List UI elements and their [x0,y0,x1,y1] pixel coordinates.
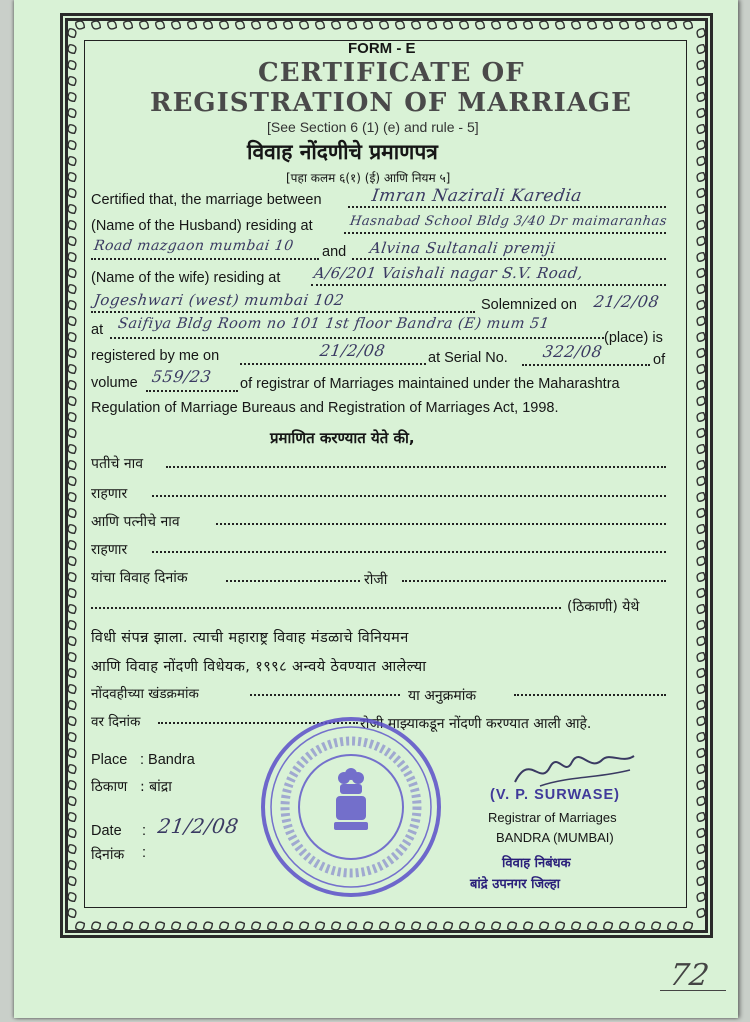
border-flourish [442,19,455,31]
border-flourish [695,539,707,552]
and-label: and [322,244,347,260]
place-is-label: (place) is [604,330,663,346]
border-flourish [234,920,247,932]
border-flourish [66,907,78,920]
border-flourish [66,91,78,104]
serial-line [522,364,650,366]
border-flourish [346,19,359,31]
border-flourish [695,395,707,408]
marathi-residing-line-1 [152,495,666,497]
border-flourish [66,363,78,376]
border-flourish [695,827,707,840]
border-flourish [695,571,707,584]
border-flourish [66,235,78,248]
border-flourish [362,920,375,932]
border-flourish [650,19,663,31]
border-flourish [695,347,707,360]
border-flourish [695,171,707,184]
border-flourish [314,920,327,932]
title-line-2: REGISTRATION OF MARRIAGE [150,88,632,118]
border-flourish [695,123,707,136]
border-flourish [378,19,391,31]
border-flourish [695,875,707,888]
border-flourish [66,59,78,72]
marathi-residing-line-2 [152,551,666,553]
border-flourish [346,920,359,932]
husband-name-line [348,206,666,208]
wife-address-2: Jogeshwari (west) mumbai 102 [92,291,346,309]
date-marathi-label: दिनांक [91,847,125,863]
place-line [110,337,604,339]
border-flourish [695,619,707,632]
registrar-title: Registrar of Marriages [488,810,617,825]
border-flourish [695,363,707,376]
border-flourish [570,920,583,932]
border-flourish [154,19,167,31]
border-flourish [695,251,707,264]
place-value: : Bandra [140,752,195,768]
border-flourish [695,555,707,568]
marathi-on-date-label: वर दिनांक [91,714,141,730]
border-flourish [90,920,103,932]
border-flourish [282,920,295,932]
border-flourish [266,19,279,31]
marathi-husband-line [166,466,666,468]
border-flourish [106,920,119,932]
husband-name: Imran Nazirali Karedia [370,186,584,206]
marathi-residing-label-2: राहणार [91,542,128,558]
border-flourish [570,19,583,31]
place-handwritten: Saifiya Bldg Room no 101 1st floor Bandra (E) mum 51 [116,316,551,332]
border-flourish [695,795,707,808]
border-flourish [695,651,707,664]
registrar-name: (V. P. SURWASE) [490,787,620,803]
border-flourish [554,920,567,932]
place-marathi-label: ठिकाण [91,779,128,795]
volume-label: volume [91,375,138,391]
border-flourish [298,19,311,31]
border-flourish [186,920,199,932]
border-flourish [66,523,78,536]
border-flourish [695,731,707,744]
border-flourish [490,920,503,932]
border-flourish [695,411,707,424]
border-flourish [618,19,631,31]
marathi-certify-heading: प्रमाणित करण्यात येते की, [270,429,415,447]
border-flourish [695,907,707,920]
marathi-stamp-line-1: विवाह निबंधक [502,856,571,871]
border-flourish [695,459,707,472]
border-flourish [538,19,551,31]
border-flourish [66,603,78,616]
border-flourish [586,19,599,31]
border-flourish [695,235,707,248]
border-flourish [66,219,78,232]
border-flourish [66,283,78,296]
border-flourish [66,139,78,152]
border-flourish [66,107,78,120]
border-flourish [218,920,231,932]
border-flourish [330,920,343,932]
border-flourish [522,19,535,31]
border-flourish [442,920,455,932]
border-flourish [695,27,707,40]
border-flourish [695,603,707,616]
marathi-serial-line [514,694,666,696]
page-number: 72 [667,958,712,993]
border-flourish [650,920,663,932]
border-flourish [66,347,78,360]
place-label: Place [91,752,128,768]
marathi-roji: रोजी [364,572,388,588]
border-flourish [66,763,78,776]
marathi-serial-label: या अनुक्रमांक [408,688,477,704]
border-flourish [66,827,78,840]
border-flourish [634,19,647,31]
marathi-place-line [91,607,561,609]
border-flourish [66,651,78,664]
border-flourish [695,139,707,152]
border-flourish [66,267,78,280]
border-flourish [66,635,78,648]
marathi-line-b: आणि विवाह नोंदणी विधेयक, १९९८ अन्वये ठेवण्यात आलेल्या [91,659,427,675]
solemnized-label: Solemnized on [481,297,577,313]
border-flourish [66,699,78,712]
serial-label: at Serial No. [428,350,508,366]
border-flourish [474,19,487,31]
border-flourish [74,920,87,932]
border-flourish [66,123,78,136]
official-seal [256,712,446,902]
husband-address-2-line [91,258,319,260]
border-flourish [330,19,343,31]
border-flourish [66,75,78,88]
border-flourish [554,19,567,31]
husband-address-1: Hasnabad School Bldg 3/40 Dr maimaranhas [348,214,668,229]
border-flourish [695,43,707,56]
border-flourish [66,683,78,696]
wife-name: Alvina Sultanali premji [368,239,558,257]
marathi-line-a: विधी संपन्न झाला. त्याची महाराष्ट्र विवाह मंडळाचे विनियमन [91,630,409,646]
border-flourish [695,267,707,280]
border-flourish [66,507,78,520]
border-flourish [695,283,707,296]
border-flourish [66,859,78,872]
border-flourish [695,155,707,168]
border-flourish [378,920,391,932]
border-flourish [66,587,78,600]
border-flourish [66,171,78,184]
border-flourish [695,379,707,392]
border-flourish [695,779,707,792]
border-flourish [426,19,439,31]
volume-number: 559/23 [150,367,213,386]
border-flourish [410,920,423,932]
border-flourish [426,920,439,932]
at-label: at [91,322,104,338]
border-flourish [695,891,707,904]
marathi-volume-label: नोंदवहीच्या खंडक्रमांक [91,686,199,702]
border-flourish [66,203,78,216]
border-flourish [695,475,707,488]
border-flourish [695,667,707,680]
marathi-residing-label-1: राहणार [91,486,128,502]
border-flourish [74,19,87,31]
date-value: 21/2/08 [156,814,241,838]
border-flourish [66,747,78,760]
border-flourish [66,427,78,440]
border-flourish [695,491,707,504]
border-flourish [695,91,707,104]
marathi-wife-line [216,523,666,525]
marathi-volume-line [250,694,400,696]
husband-residing-label: (Name of the Husband) residing at [91,218,313,234]
border-flourish [586,920,599,932]
border-flourish [66,315,78,328]
border-flourish [122,19,135,31]
border-flourish [66,475,78,488]
border-flourish [538,920,551,932]
border-flourish [695,859,707,872]
husband-address-line [344,232,666,234]
border-flourish [695,107,707,120]
border-flourish [66,459,78,472]
border-flourish [66,875,78,888]
date-label: Date [91,823,122,839]
wife-address-2-line [91,311,475,313]
border-flourish [66,891,78,904]
border-flourish [282,19,295,31]
border-flourish [695,203,707,216]
registrar-signature [510,742,640,792]
wife-name-line [352,258,666,260]
border-flourish [695,843,707,856]
border-flourish [66,539,78,552]
border-flourish [66,715,78,728]
border-flourish [394,920,407,932]
border-flourish [66,395,78,408]
marathi-husband-name-label: पतीचे नाव [91,456,144,472]
marathi-wife-name-label: आणि पत्नीचे नाव [91,514,180,530]
border-flourish [66,299,78,312]
registered-label: registered by me on [91,348,220,364]
border-flourish [695,427,707,440]
registrar-text: of registrar of Marriages maintained under the Maharashtra [240,376,620,392]
border-flourish [695,811,707,824]
border-flourish [66,555,78,568]
border-flourish [138,920,151,932]
marathi-stamp-line-2: बांद्रे उपनगर जिल्हा [470,877,560,892]
marathi-section-reference: [पहा कलम ६(१) (ई) आणि नियम ५] [286,171,451,185]
border-flourish [66,187,78,200]
border-flourish [66,843,78,856]
border-flourish [66,443,78,456]
wife-residing-label: (Name of the wife) residing at [91,270,281,286]
section-reference: [See Section 6 (1) (e) and rule - 5] [267,119,479,135]
border-flourish [122,920,135,932]
border-flourish [695,747,707,760]
border-flourish [66,779,78,792]
border-flourish [602,19,615,31]
border-flourish [410,19,423,31]
marathi-title: विवाह नोंदणीचे प्रमाणपत्र [247,140,438,164]
border-flourish [634,920,647,932]
border-flourish [66,571,78,584]
border-flourish [682,920,695,932]
registrar-office: BANDRA (MUMBAI) [496,830,614,845]
border-flourish [66,251,78,264]
border-flourish [695,699,707,712]
marathi-roji-line [402,580,666,582]
border-flourish [666,19,679,31]
border-flourish [234,19,247,31]
border-flourish [66,331,78,344]
border-flourish [695,331,707,344]
border-flourish [90,19,103,31]
border-flourish [695,715,707,728]
border-flourish [695,683,707,696]
border-flourish [106,19,119,31]
border-flourish [250,920,263,932]
border-flourish [682,19,695,31]
marathi-marriage-date-line [226,580,360,582]
border-flourish [458,920,471,932]
border-flourish [695,763,707,776]
wife-address-1: A/6/201 Vaishali nagar S.V. Road, [312,264,585,282]
husband-address-2: Road mazgaon mumbai 10 [92,238,295,254]
of-label: of [653,352,666,368]
border-flourish [66,667,78,680]
wife-address-line [311,284,666,286]
border-flourish [66,811,78,824]
border-flourish [602,920,615,932]
border-flourish [186,19,199,31]
border-flourish [154,920,167,932]
border-flourish [66,795,78,808]
date-marathi-colon: : [142,845,147,861]
title-line-1: CERTIFICATE OF [258,58,525,88]
registered-date: 21/2/08 [318,341,387,360]
border-flourish [695,315,707,328]
border-flourish [695,443,707,456]
border-flourish [298,920,311,932]
border-flourish [66,411,78,424]
form-label: FORM - E [348,40,416,57]
border-flourish [695,75,707,88]
border-flourish [362,19,375,31]
border-flourish [458,19,471,31]
border-flourish [170,920,183,932]
volume-line [146,390,238,392]
marathi-marriage-date-label: यांचा विवाह दिनांक [91,570,188,586]
border-flourish [695,635,707,648]
border-flourish [474,920,487,932]
border-flourish [66,43,78,56]
border-flourish [490,19,503,31]
serial-number: 322/08 [541,342,604,361]
border-flourish [138,19,151,31]
border-flourish [66,27,78,40]
border-flourish [695,507,707,520]
certified-that-label: Certified that, the marriage between [91,192,322,208]
border-flourish [202,920,215,932]
registered-date-line [240,363,426,365]
border-flourish [202,19,215,31]
border-flourish [218,19,231,31]
border-flourish [695,299,707,312]
border-flourish [66,379,78,392]
border-flourish [695,187,707,200]
place-marathi-value: : बांद्रा [140,779,172,795]
border-flourish [666,920,679,932]
border-flourish [695,523,707,536]
date-colon: : [142,823,147,839]
marathi-thikani: (ठिकाणी) येथे [567,599,640,615]
border-flourish [695,59,707,72]
marathi-registered-text: रोजी माझ्याकडून नोंदणी करण्यात आली आहे. [360,716,592,732]
border-flourish [66,731,78,744]
act-text: Regulation of Marriage Bureaus and Registration of Marriages Act, 1998. [91,400,559,416]
border-flourish [506,19,519,31]
solemnized-date: 21/2/08 [592,292,661,311]
border-flourish [618,920,631,932]
border-flourish [695,219,707,232]
border-flourish [66,491,78,504]
border-flourish [394,19,407,31]
border-flourish [506,920,519,932]
border-flourish [266,920,279,932]
border-flourish [522,920,535,932]
border-flourish [250,19,263,31]
border-flourish [66,155,78,168]
border-flourish [314,19,327,31]
border-flourish [695,587,707,600]
page-number-underline [660,990,726,991]
border-flourish [66,619,78,632]
border-flourish [170,19,183,31]
